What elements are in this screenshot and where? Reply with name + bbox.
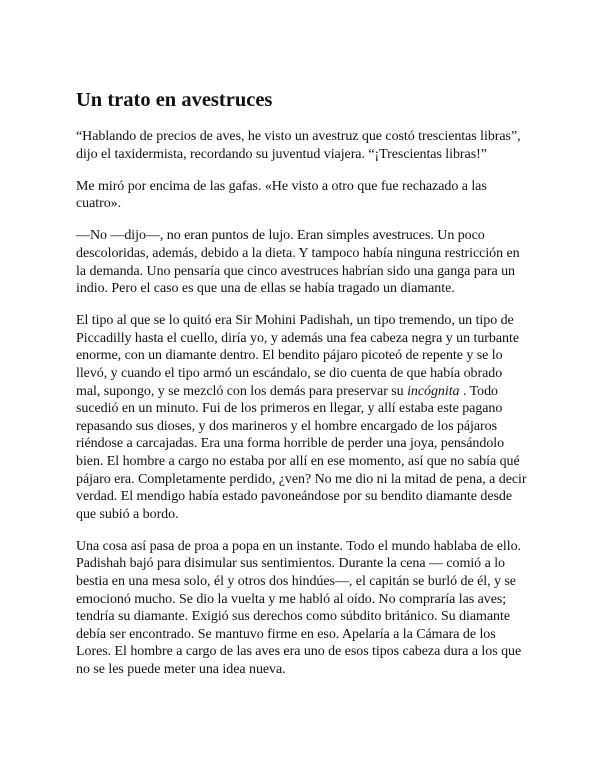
paragraph-4 — [76, 312, 528, 523]
paragraph-4-text-after: . Todo sucedió en un minuto. Fui de los primeros en llegar, y allí estaba este pagano repasando sus dioses, y dos marineros y el hombre encargado de los pájaros riéndose a carcajadas. Era una forma horrible de perder una joya, pensándolo bien. El hombre a cargo no estaba por allí en ese momento, así que no sabía qué pájaro era. Completamente perdido, ¿ven? No me dio ni la mitad de pena, a decir verdad. El mendigo había estado pavoneándose por su bendito diamante desde que subió a bordo. — [76, 383, 527, 522]
page-title: Un trato en avestruces — [76, 89, 273, 111]
paragraph-3: —No —dijo—, no eran puntos de lujo. Eran simples avestruces. Un poco descoloridas, además, debido a la dieta. Y tampoco había ninguna restricción en la demanda. Uno pensaría que cinco avestruces habrían sido una ganga para un indio. Pero el caso es que una de ellas se había tragado un diamante. — [76, 228, 520, 297]
paragraph-5: Una cosa así pasa de proa a popa en un instante. Todo el mundo hablaba de ello. Padishah bajó para disimular sus sentimientos. Durante la cena — comió a lo bestia en una mesa solo, él y otros dos hindúes—, el capitán se burló de él, y se emocionó mucho. Se dio la vuelta y me habló al oído. No compraría las aves; tendría su diamante. Exigió sus derechos como súbdito británico. Su diamante debía ser encontrado. Se mantuvo firme en eso. Apelaría a la Cámara de los Lores. El hombre a cargo de las aves era uno de esos tipos cabeza dura a los que no se les puede meter una idea nueva. — [76, 538, 522, 678]
paragraph-1: “Hablando de precios de aves, he visto un avestruz que costó trescientas libras”, dijo el taxidermista, recordando su juventud viajera. “¡Trescientas libras!” — [76, 129, 521, 162]
emphasis-incognita: incógnita — [407, 383, 460, 399]
paragraph-4-text-before: El tipo al que se lo quitó era Sir Mohini Padishah, un tipo tremendo, un tipo de Piccadilly hasta el cuello, diría yo, y además una fea cabeza negra y un turbante enorme, con un diamante dentro. El bendito pájaro picoteó de repente y se lo llevó, y cuando el tipo armó un escándalo, se dio cuenta de que había obrado mal, supongo, y se mezcló con los demás para preservar su — [76, 313, 519, 399]
paragraph-2: Me miró por encima de las gafas. «He visto a otro que fue rechazado a las cuatro». — [76, 178, 487, 212]
document-page — [76, 88, 528, 693]
